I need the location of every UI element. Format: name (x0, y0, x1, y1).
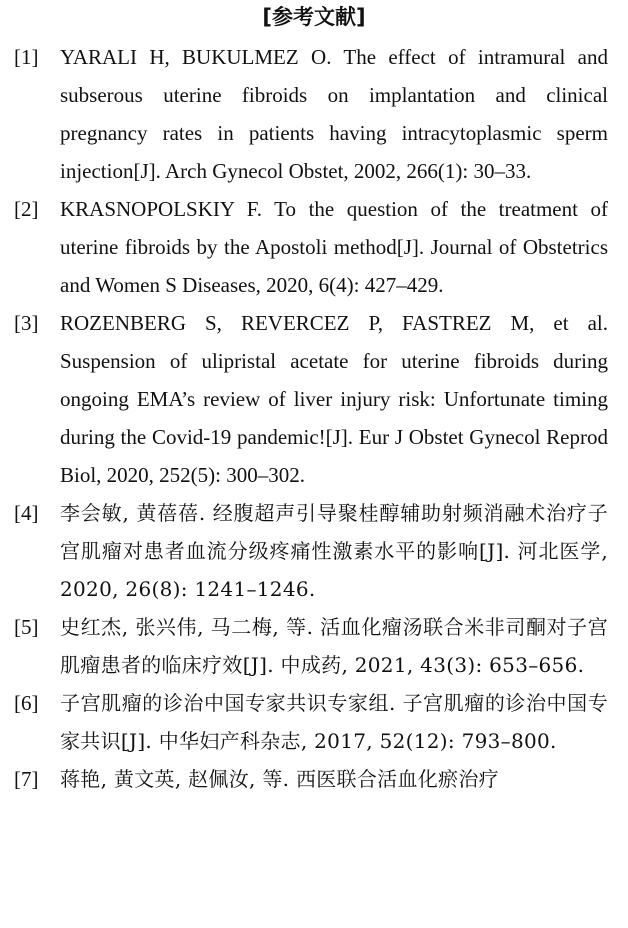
reference-item-2 (0, 190, 628, 304)
reference-item-4 (0, 494, 628, 608)
reference-text: ROZENBERG S, REVERCEZ P, FASTREZ M, et al. Suspension of ulipristal acetate for uterine fibroids during ongoing EMA’s review of liver injury risk: Unfortunate timing during the Covid-19 pandemic![J]. Eur J Obstet Gynecol Reprod Biol, 2020, 252(5): 300–302. (60, 311, 608, 487)
reference-number: [3] (14, 311, 39, 335)
reference-list (0, 38, 628, 798)
reference-text: YARALI H, BUKULMEZ O. The effect of intramural and subserous uterine fibroids on implantation and clinical pregnancy rates in patients having intracytoplasmic sperm injection[J]. Arch Gynecol Obstet, 2002, 266(1): 30–33. (60, 45, 608, 183)
reference-item-7 (0, 760, 628, 798)
reference-item-5 (0, 608, 628, 684)
reference-number: [1] (14, 45, 39, 69)
reference-item-6 (0, 684, 628, 760)
reference-number: [5] (14, 615, 39, 639)
reference-number: [4] (14, 501, 39, 525)
references-heading: [参考文献] (262, 5, 366, 29)
reference-text: 蒋艳, 黄文英, 赵佩汝, 等. 西医联合活血化瘀治疗 (60, 767, 499, 791)
reference-number: [2] (14, 197, 39, 221)
reference-text: 子宫肌瘤的诊治中国专家共识专家组. 子宫肌瘤的诊治中国专家共识[J]. 中华妇产科杂志, 2017, 52(12): 793–800. (60, 691, 608, 753)
reference-text: 李会敏, 黄蓓蓓. 经腹超声引导聚桂醇辅助射频消融术治疗子宫肌瘤对患者血流分级疼痛性激素水平的影响[J]. 河北医学, 2020, 26(8): 1241–1246. (60, 501, 608, 601)
reference-number: [7] (14, 767, 39, 791)
reference-text: KRASNOPOLSKIY F. To the question of the treatment of uterine fibroids by the Apostoli method[J]. Journal of Obstetrics and Women S Diseases, 2020, 6(4): 427–429. (60, 197, 608, 297)
reference-text: 史红杰, 张兴伟, 马二梅, 等. 活血化瘤汤联合米非司酮对子宫肌瘤患者的临床疗效[J]. 中成药, 2021, 43(3): 653–656. (60, 615, 608, 677)
reference-item-3 (0, 304, 628, 494)
reference-item-1 (0, 38, 628, 190)
reference-number: [6] (14, 691, 39, 715)
